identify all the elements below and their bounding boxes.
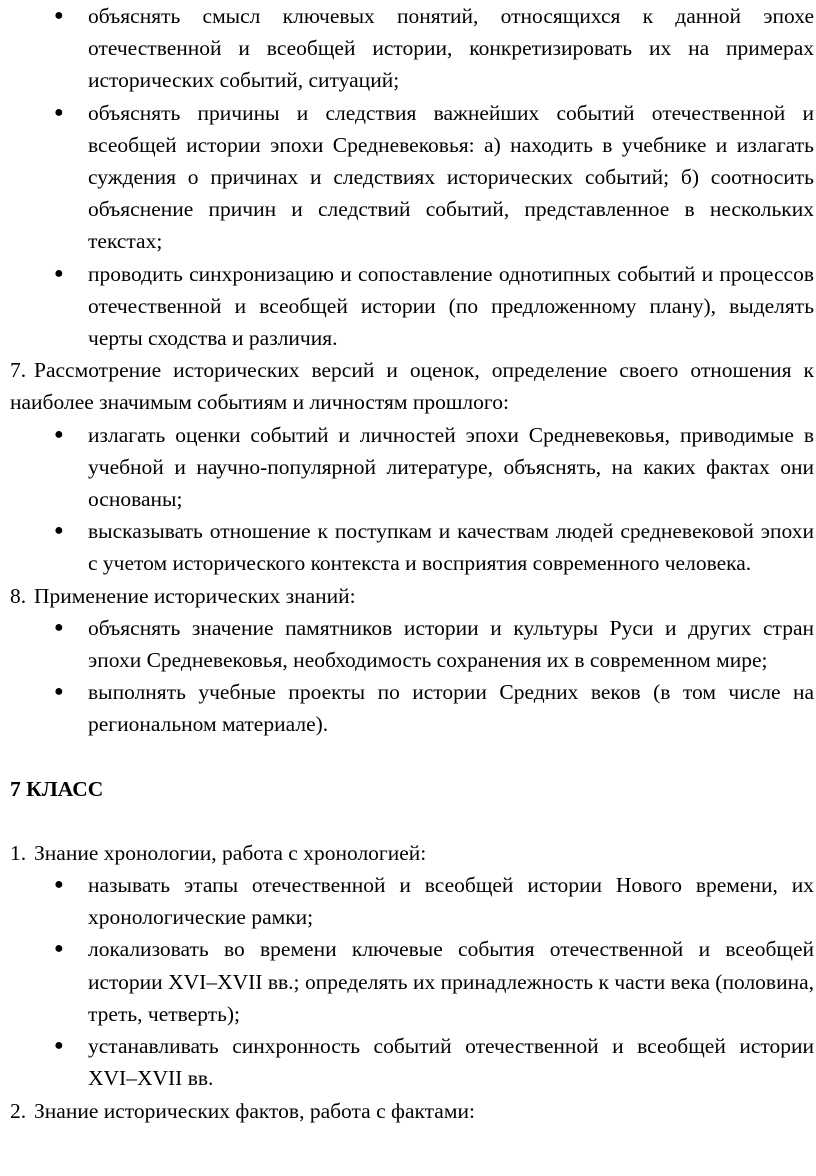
list-item (54, 97, 814, 258)
bullet-icon: ● (54, 264, 64, 282)
section-6-bullet-list (0, 0, 816, 354)
spacer (0, 805, 816, 837)
spacer (0, 741, 816, 773)
list-item-text: устанавливать синхронность событий отечественной и всеобщей истории XVI–XVII вв. (88, 1034, 814, 1091)
list-item (54, 515, 814, 579)
numbered-item-8 (10, 580, 814, 612)
bullet-icon: ● (54, 940, 64, 958)
item-text: Применение исторических знаний: (34, 583, 356, 608)
list-item-text: объяснять смысл ключевых понятий, относящихся к данной эпохе отечественной и всеобщей истории, конкретизировать их на примерах исторических событий, ситуаций; (88, 4, 814, 93)
bullet-icon: ● (54, 618, 64, 636)
section-8-bullet-list (0, 612, 816, 741)
item-text: Знание исторических фактов, работа с фактами: (34, 1098, 475, 1123)
item-number: 8. (10, 583, 27, 608)
list-item (54, 676, 814, 740)
bullet-icon: ● (54, 7, 64, 24)
section-7-bullet-list (0, 419, 816, 580)
list-item-text: проводить синхронизацию и сопоставление однотипных событий и процессов отечественной и всеобщей истории (по предложенному плану), выделять черты сходства и различия. (88, 261, 814, 351)
item-number: 7. (10, 358, 27, 383)
list-item (54, 1030, 814, 1094)
list-item-text: локализовать во времени ключевые события отечественной и всеобщей истории XVI–XVII вв.; определять их принадлежность к части века (половина, треть, четверть); (88, 937, 814, 1026)
list-item-text: объяснять значение памятников истории и культуры Руси и других стран эпохи Средневековья, необходимость сохранения их в современном мире; (88, 615, 814, 673)
list-item-text: выполнять учебные проекты по истории Средних веков (в том числе на региональном материале). (88, 680, 814, 737)
bullet-icon: ● (54, 876, 64, 894)
list-item (54, 612, 814, 676)
list-item-text: высказывать отношение к поступкам и качествам людей средневековой эпохи с учетом исторического контекста и восприятия современного человека. (88, 519, 814, 576)
list-item (54, 869, 814, 933)
list-item (54, 0, 814, 97)
list-item (54, 933, 814, 1030)
bullet-icon: ● (54, 683, 64, 701)
grade-7-numbered-item-1 (10, 837, 814, 869)
list-item-text: называть этапы отечественной и всеобщей истории Нового времени, их хронологические рамки; (88, 873, 814, 930)
list-item (54, 258, 814, 355)
bullet-icon: ● (54, 522, 64, 540)
list-item-text: объяснять причины и следствия важнейших событий отечественной и всеобщей истории эпохи Средневековья: а) находить в учебнике и излагать суждения о причинах и следствиях исторических событий; б) соотносить объяснение причин и следствий событий, представленное в нескольких текстах; (88, 100, 814, 254)
bullet-icon: ● (54, 103, 64, 121)
item-text: Рассмотрение исторических версий и оценок, определение своего отношения к наиболее значимым событиям и личностям прошлого: (10, 358, 814, 415)
grade-7-section-1-bullet-list (0, 869, 816, 1094)
item-text: Знание хронологии, работа с хронологией: (34, 840, 427, 865)
list-item-text: излагать оценки событий и личностей эпохи Средневековья, приводимые в учебной и научно-популярной литературе, объяснять, на каких фактах они основаны; (88, 422, 814, 512)
list-item (54, 419, 814, 516)
grade-7-heading: 7 КЛАСС (10, 776, 104, 801)
bullet-icon: ● (54, 1037, 64, 1055)
grade-7-numbered-item-2 (10, 1095, 814, 1127)
item-number: 1. (10, 840, 27, 865)
numbered-item-7 (10, 354, 814, 418)
bullet-icon: ● (54, 425, 64, 443)
item-number: 2. (10, 1098, 27, 1123)
